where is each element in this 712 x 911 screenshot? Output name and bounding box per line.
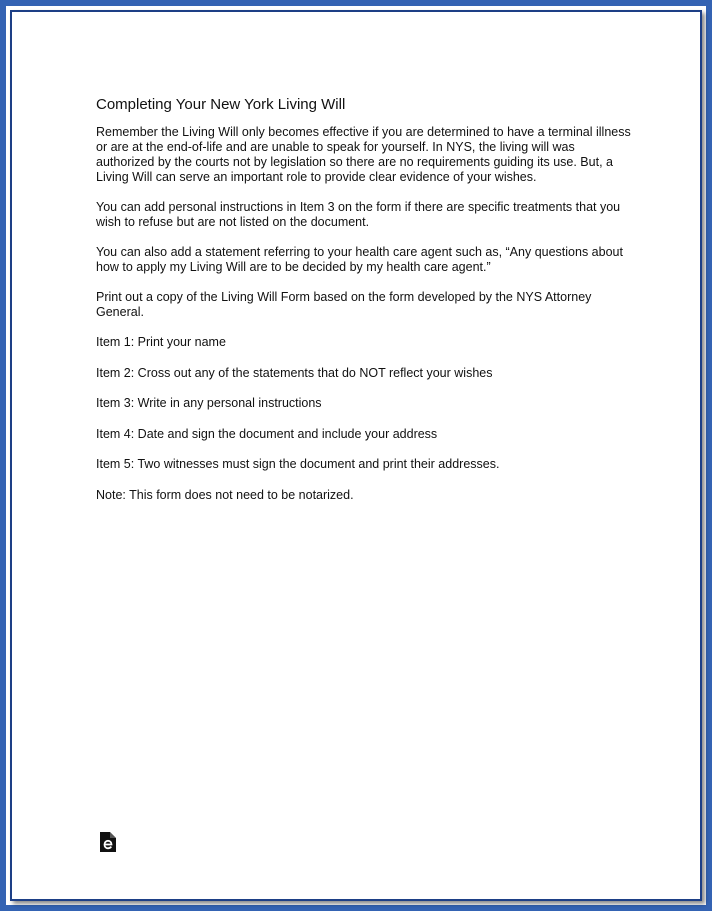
paragraph-agent: You can also add a statement referring to your health care agent such as, “Any questions about how to apply my Living Will are to be decided by my health care agent.” <box>96 245 623 274</box>
document-body <box>96 96 636 503</box>
item-4: Item 4: Date and sign the document and include your address <box>96 426 438 441</box>
item-1: Item 1: Print your name <box>96 335 226 349</box>
document-title: Completing Your New York Living Will <box>96 96 346 113</box>
item-5: Item 5: Two witnesses must sign the document and print their addresses. <box>96 457 500 471</box>
note-notarized: Note: This form does not need to be notarized. <box>96 487 354 502</box>
item-2: Item 2: Cross out any of the statements that do NOT reflect your wishes <box>96 365 493 380</box>
paragraph-instructions: You can add personal instructions in Item 3 on the form if there are specific treatments that you wish to refuse but are not listed on the document. <box>96 200 621 229</box>
paragraph-effective: Remember the Living Will only becomes effective if you are determined to have a terminal illness or are at the end-of-life and are unable to speak for yourself. In NYS, the living will was authorized by the courts not by legislation so there are no requirements guiding its use. But, a Living Will can serve an important role to provide clear evidence of your wishes. <box>96 125 631 184</box>
item-3: Item 3: Write in any personal instructions <box>96 396 322 410</box>
paragraph-print: Print out a copy of the Living Will Form based on the form developed by the NYS Attorney General. <box>96 290 592 319</box>
e-document-icon <box>100 832 116 852</box>
